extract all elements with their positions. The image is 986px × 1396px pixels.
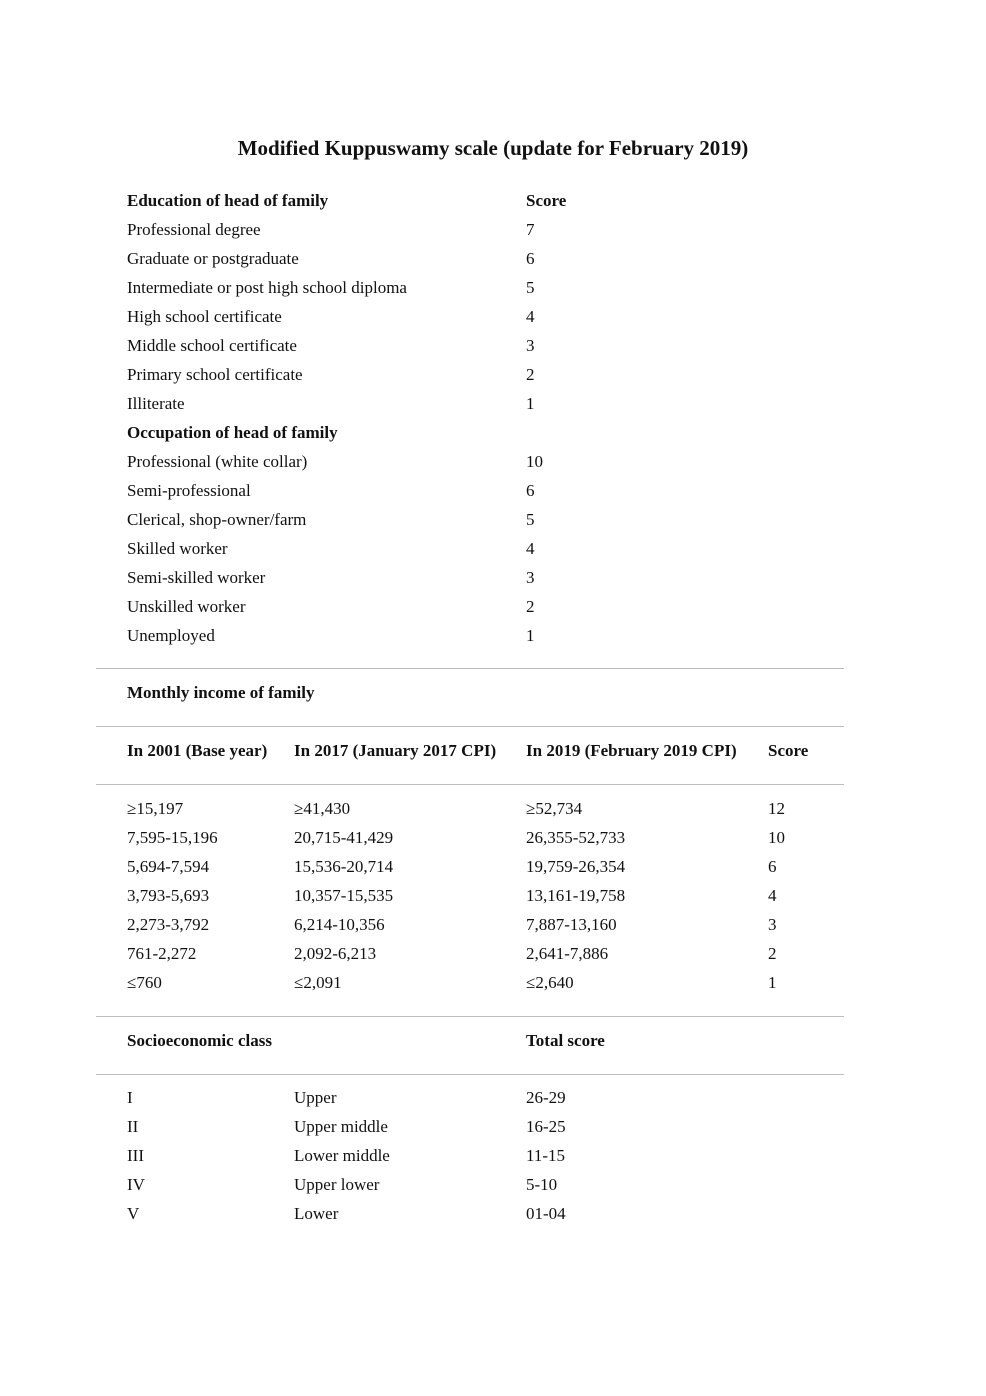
education-label: Intermediate or post high school diploma [127,278,407,297]
table-row [0,273,986,302]
socioeconomic-header: Socioeconomic class [127,1031,272,1050]
income-2019-cell: 2,641-7,886 [526,944,609,963]
table-row [0,823,986,852]
income-header-row [0,678,986,707]
education-label: High school certificate [127,307,282,326]
education-header-row [0,186,986,215]
class-label: Lower middle [294,1146,390,1165]
class-numeral: II [127,1117,139,1136]
education-score: 1 [526,394,535,413]
education-label: Primary school certificate [127,365,303,384]
class-score-range: 16-25 [526,1117,566,1136]
class-numeral: V [127,1204,140,1223]
occupation-label: Clerical, shop-owner/farm [127,510,307,529]
income-columns-row [0,736,986,765]
class-label: Upper [294,1088,337,1107]
occupation-score: 4 [526,539,535,558]
income-score-cell: 1 [768,973,777,992]
income-col-2019: In 2019 (February 2019 CPI) [526,741,737,760]
divider [96,1074,844,1075]
occupation-score: 5 [526,510,535,529]
income-2001-cell: ≥15,197 [127,799,184,818]
table-row [0,592,986,621]
occupation-label: Semi-professional [127,481,251,500]
occupation-label: Semi-skilled worker [127,568,266,587]
income-2017-cell: 15,536-20,714 [294,857,394,876]
table-row [0,331,986,360]
table-row [0,1112,986,1141]
table-row [0,302,986,331]
education-label: Illiterate [127,394,185,413]
table-row [0,852,986,881]
divider [96,1016,844,1017]
table-row [0,939,986,968]
occupation-score: 1 [526,626,535,645]
table-row [0,794,986,823]
income-2019-cell: 26,355-52,733 [526,828,626,847]
table-row [0,244,986,273]
income-2001-cell: 761-2,272 [127,944,197,963]
occupation-score: 6 [526,481,535,500]
table-row [0,910,986,939]
score-header: Score [526,191,567,210]
income-2019-cell: 19,759-26,354 [526,857,626,876]
table-row [0,1199,986,1228]
table-row [0,447,986,476]
education-score: 7 [526,220,535,239]
income-score-cell: 4 [768,886,777,905]
income-2001-cell: ≤760 [127,973,162,992]
income-2017-cell: 20,715-41,429 [294,828,394,847]
occupation-label: Unemployed [127,626,215,645]
education-score: 4 [526,307,535,326]
income-2019-cell: 7,887-13,160 [526,915,617,934]
income-2001-cell: 7,595-15,196 [127,828,218,847]
income-col-score: Score [768,741,809,760]
occupation-score: 3 [526,568,535,587]
income-2017-cell: ≥41,430 [294,799,351,818]
divider [96,668,844,669]
education-label: Graduate or postgraduate [127,249,299,268]
table-row [0,389,986,418]
occupation-header-row [0,418,986,447]
income-2001-cell: 2,273-3,792 [127,915,210,934]
income-score-cell: 12 [768,799,785,818]
education-label: Professional degree [127,220,261,239]
occupation-score: 2 [526,597,535,616]
class-label: Upper middle [294,1117,388,1136]
occupation-label: Skilled worker [127,539,228,558]
class-label: Lower [294,1204,339,1223]
socioeconomic-header-row [0,1026,986,1055]
income-2017-cell: 6,214-10,356 [294,915,385,934]
table-row [0,563,986,592]
class-numeral: III [127,1146,144,1165]
income-col-2001: In 2001 (Base year) [127,741,268,760]
occupation-header: Occupation of head of family [127,423,338,442]
income-2019-cell: ≤2,640 [526,973,574,992]
table-row [0,360,986,389]
income-score-cell: 2 [768,944,777,963]
table-row [0,534,986,563]
education-score: 6 [526,249,535,268]
table-row [0,621,986,650]
income-2019-cell: 13,161-19,758 [526,886,626,905]
income-col-2017: In 2017 (January 2017 CPI) [294,741,497,760]
income-score-cell: 6 [768,857,777,876]
class-numeral: I [127,1088,133,1107]
education-header: Education of head of family [127,191,329,210]
class-label: Upper lower [294,1175,380,1194]
class-numeral: IV [127,1175,145,1194]
table-row [0,215,986,244]
class-score-range: 5-10 [526,1175,558,1194]
divider [96,784,844,785]
education-score: 3 [526,336,535,355]
income-2019-cell: ≥52,734 [526,799,583,818]
divider [96,726,844,727]
table-row [0,881,986,910]
total-score-header: Total score [526,1031,605,1050]
class-score-range: 11-15 [526,1146,566,1165]
income-score-cell: 3 [768,915,777,934]
table-row [0,1170,986,1199]
education-score: 2 [526,365,535,384]
table-row [0,1141,986,1170]
income-2001-cell: 5,694-7,594 [127,857,210,876]
income-2017-cell: 10,357-15,535 [294,886,394,905]
education-score: 5 [526,278,535,297]
income-2017-cell: 2,092-6,213 [294,944,377,963]
page-title: Modified Kuppuswamy scale (update for February 2019) [237,136,749,160]
table-row [0,505,986,534]
education-label: Middle school certificate [127,336,297,355]
class-score-range: 26-29 [526,1088,566,1107]
table-row [0,968,986,997]
occupation-label: Professional (white collar) [127,452,308,471]
income-2017-cell: ≤2,091 [294,973,342,992]
table-row [0,476,986,505]
income-header: Monthly income of family [127,683,315,702]
occupation-score: 10 [526,452,543,471]
class-score-range: 01-04 [526,1204,566,1223]
occupation-label: Unskilled worker [127,597,246,616]
income-score-cell: 10 [768,828,785,847]
table-row [0,1083,986,1112]
income-2001-cell: 3,793-5,693 [127,886,210,905]
